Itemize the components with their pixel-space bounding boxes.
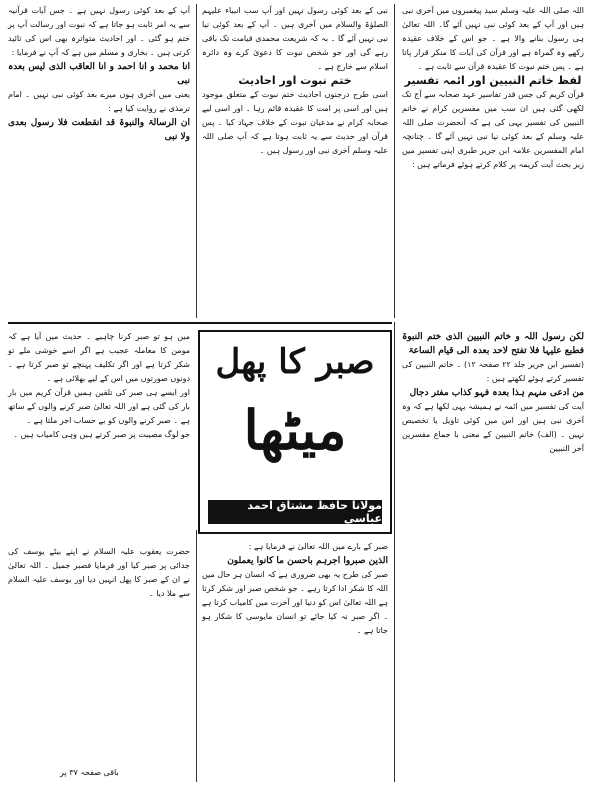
arabic-quote: الذین صبروا اجرہم باحسن ما کانوا یعملون (227, 556, 388, 566)
column-left-bottom-2 (8, 545, 190, 601)
article-divider (8, 322, 392, 324)
paragraph: آپ کے بعد کوئی رسول نہیں ہے ۔ جس آیات قرآنیہ سے یہ امر ثابت ہو جاتا ہے کہ نبوت اور رسالت آپ پر ختم ہو گئی ۔ اور احادیث متواترہ بھی اس کی تائید کرتی ہیں ۔ بخاری و مسلم میں ہے کہ آپ نے فرمایا : (8, 6, 190, 57)
section-heading: ختم نبوت اور احادیث (238, 74, 352, 87)
column-left-bottom (8, 330, 190, 442)
arabic-quote: ان الرسالۃ والنبوۃ قد انقطعت فلا رسول بعدی ولا نبی (8, 118, 190, 142)
arabic-quote: انا محمد و انا احمد و انا العاقب الذی لیس بعدہ نبی (8, 62, 190, 86)
column-left-top (8, 4, 190, 144)
column-middle-bottom (202, 540, 388, 638)
column-divider (196, 530, 197, 782)
author-byline: مولانا حافظ مشتاق احمد عباسی (208, 500, 382, 524)
arabic-quote: من ادعی منہم ہذا بعدہ فہو کذاب مفتر دجال (409, 388, 584, 398)
paragraph: اسی طرح درجنوں احادیث ختم نبوت کے متعلق موجود ہیں اور اسی پر امت کا عقیدہ قائم رہا ۔ اور اسی لیے صحابہ کرام نے مدعیان نبوت کے خلاف جہاد کیا ۔ پس قرآن اور حدیث سے یہ ثابت ہوتا ہے کہ آپ صلی اللہ علیہ وسلم آخری نبی اور رسول ہیں ۔ (202, 90, 388, 155)
paragraph: اللہ صلی اللہ علیہ وسلم سید پیغمبروں میں آخری نبی ہیں اور آپ کے بعد کوئی نبی نہیں آئے گا۔ اللہ تعالیٰ ہی رسول بنانے والا ہے ۔ جو اس کے خلاف عقیدہ رکھے وہ گمراہ ہے اور قرآن کی آیات کا منکر قرار پاتا ہے ۔ پس ختم نبوت کا عقیدہ قرآن سے ثابت ہے ۔ (402, 6, 584, 71)
column-divider (394, 4, 395, 318)
title-line-1: صبر کا پھل (215, 342, 375, 382)
continued-note: باقی صفحہ ۳۷ پر (60, 768, 119, 777)
paragraph: میں ہو تو صبر کرنا چاہیے ۔ حدیث میں آیا ہے کہ مومن کا معاملہ عجیب ہے اگر اسے خوشی ملے تو شکر کرتا ہے اور اگر تکلیف پہنچے تو صبر کرتا ہے ۔ دونوں صورتوں میں اس کے لیے بھلائی ہے ۔ (8, 332, 190, 383)
arabic-quote: لکن رسول اللہ و خاتم النبیین الذی ختم النبوۃ فطبع علیہا فلا تفتح لاحد بعدہ الی قیام الساعۃ (402, 332, 584, 356)
article-title-box (198, 330, 392, 534)
column-divider (394, 322, 395, 782)
column-divider (196, 4, 197, 318)
paragraph: یعنی میں آخری ہوں میرے بعد کوئی نبی نہیں ۔ امام ترمذی نے روایت کیا ہے : (8, 90, 190, 113)
paragraph: جو لوگ مصیبت پر صبر کرتے ہیں وہی کامیاب ہیں ۔ (13, 430, 190, 439)
column-right-top (402, 4, 584, 172)
paragraph: آیت کی تفسیر میں ائمہ نے ہمیشہ یہی لکھا ہے کہ وہ آخری نبی ہیں اور اس میں کوئی تاویل یا تخصیص نہیں ۔ (الف) خاتم النبیین کے معنی با جماع مفسرین آخر النبیین (402, 402, 584, 453)
column-right-continued (402, 330, 584, 456)
paragraph: اور ایسے ہی صبر کی تلقین ہمیں قرآن کریم میں بار بار کی گئی ہے اور اللہ تعالیٰ صبر کرنے والوں کے ساتھ ہے ۔ صبر کرنے والوں کو بے حساب اجر ملتا ہے ۔ (8, 388, 190, 425)
paragraph: صبر کی طرح یہ بھی ضروری ہے کہ انسان ہر حال میں اللہ کا شکر ادا کرتا رہے ۔ جو شخص صبر اور شکر کرتا ہے اللہ تعالیٰ اس کو دنیا اور آخرت میں کامیاب کرتا ہے ۔ اگر صبر نہ کیا جائے تو انسان مایوسی کا شکار ہو جاتا ہے ۔ (202, 570, 388, 635)
paragraph: نبی کے بعد کوئی رسول نہیں اور آپ سب انبیاء علیہم الصلوٰۃ والسلام میں آخری ہیں ۔ آپ کے بعد کوئی نیا نبی نہیں آئے گا ۔ بہ کہ شریعت محمدی قیامت تک باقی رہے گی اور جو شخص نبوت کا دعویٰ کرے وہ دائرہ اسلام سے خارج ہے ۔ (202, 6, 388, 71)
column-middle-top (202, 4, 388, 158)
section-heading: لفظ خاتم النبیین اور ائمہ تفسیر (404, 74, 582, 87)
title-line-2: میٹھا (243, 398, 347, 462)
paragraph: صبر کے بارے میں اللہ تعالیٰ نے فرمایا ہے : (248, 542, 388, 551)
paragraph: قرآن کریم کی جس قدر تفاسیر عہد صحابہ سے آج تک لکھی گئی ہیں ان سب میں مفسرین کرام نے خاتم النبیین کی تفسیر یہی کی ہے کہ آنحضرت صلی اللہ علیہ وسلم کے بعد کوئی نیا نبی نہیں آئے گا ۔ چنانچہ امام المفسرین علامہ ابن جریر طبری اپنی تفسیر میں زیر بحث آیت کریمہ پر کلام کرتے ہوئے فرماتے ہیں : (402, 90, 584, 169)
paragraph: (تفسیر ابن جریر جلد ۲۲ صفحہ ۱۲) ۔ خاتم النبیین کی تفسیر کرتے ہوئے لکھتے ہیں : (402, 360, 584, 383)
paragraph: حضرت یعقوب علیہ السلام نے اپنے بیٹے یوسف کی جدائی پر صبر کیا اور فرمایا فصبر جمیل ۔ اللہ تعالیٰ نے ان کے صبر کا پھل انہیں دیا اور یوسف علیہ السلام سے ملا دیا ۔ (8, 547, 190, 598)
